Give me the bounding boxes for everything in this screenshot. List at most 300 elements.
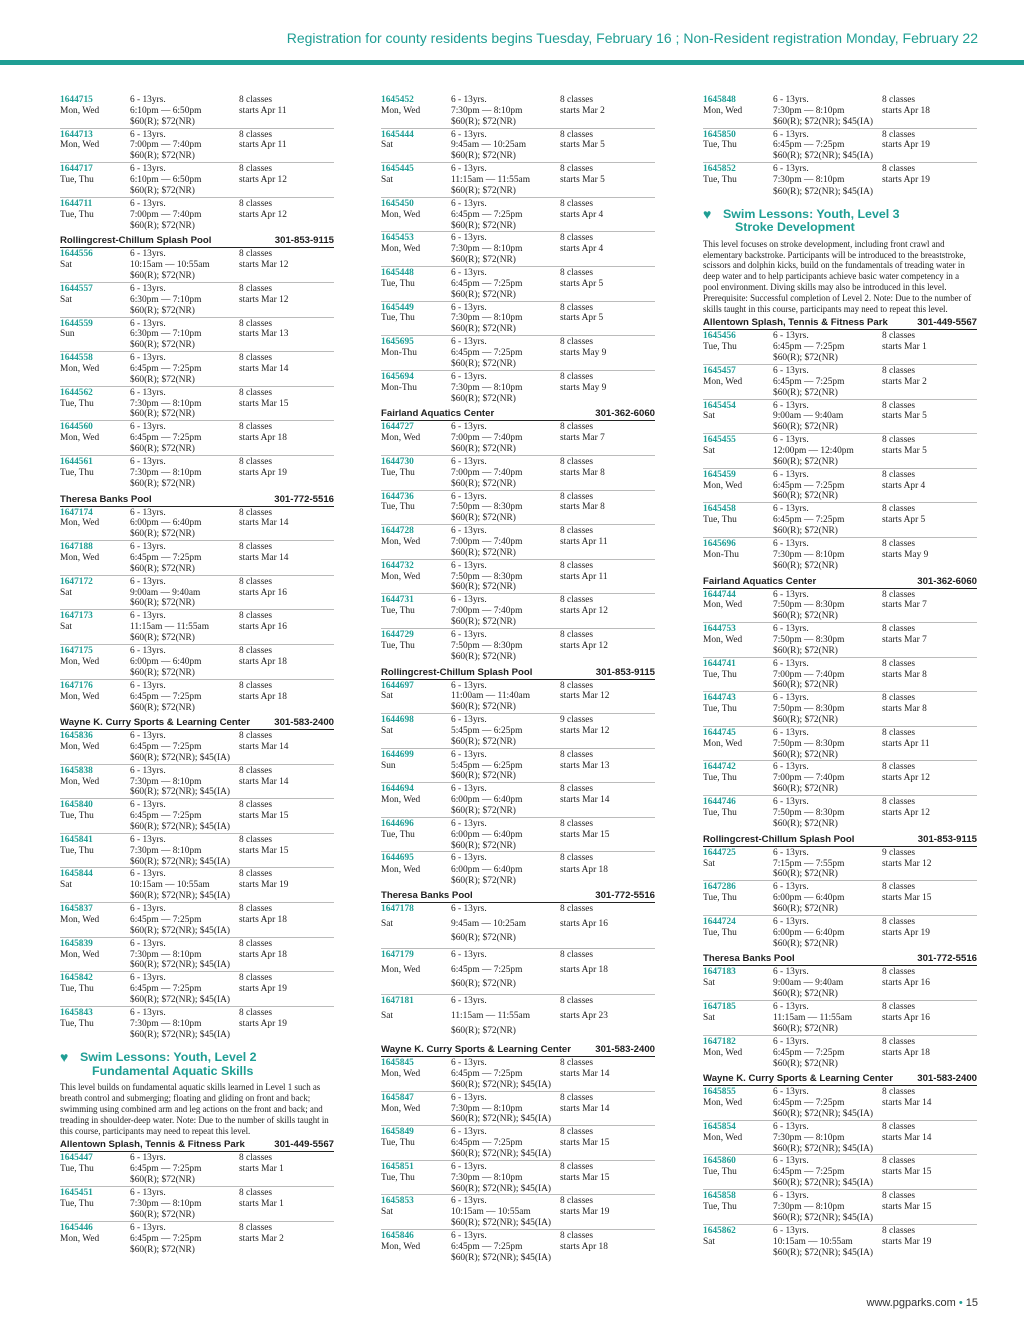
venue-name: Fairland Aquatics Center [703,575,817,587]
class-count: 8 classes [560,680,594,691]
start-date: starts Mar 19 [882,1236,932,1247]
class-time: 7:30pm — 8:10pm [773,1132,845,1143]
age-range: 6 - 13yrs. [451,595,487,606]
age-range: 6 - 13yrs. [130,800,166,811]
class-count: 8 classes [239,198,273,209]
age-range: 6 - 13yrs. [451,1058,487,1069]
start-date: starts Apr 5 [560,313,604,324]
meeting-days: Sat [60,294,72,305]
class-listing [381,903,655,949]
age-range: 6 - 13yrs. [451,95,487,105]
venue-heading [703,575,977,589]
start-date: starts Apr 16 [560,918,608,929]
spacer [703,784,773,795]
class-count: 8 classes [239,249,273,260]
course-number: 1645841 [60,834,93,845]
spacer [703,491,773,502]
class-count: 8 classes [560,950,594,961]
start-date: starts Mar 12 [882,858,932,869]
course-description: This level builds on fundamental aquatic skills learned in Level 1 such as breath control and submerging; floating and gliding on front and back; swimming using combined arm and leg actions on the front and back; and treading in shoulder-deep water. Note: Due to the number of skills taught in this course, participants may need to repeat this level. [60,1082,329,1136]
class-fee: $60(R); $72(NR) [130,305,195,316]
class-time: 10:15am — 10:55am [130,260,210,271]
class-time: 7:50pm — 8:30pm [773,738,845,749]
class-fee: $60(R); $72(NR) [130,563,195,574]
class-listing [703,503,977,538]
spacer [60,340,130,351]
class-listing [60,352,334,387]
start-date: starts Mar 14 [882,1132,932,1143]
venue-name: Allentown Splash, Tennis & Fitness Park [703,317,888,329]
class-fee: $60(R); $72(NR); $45(IA) [773,116,873,127]
start-date: starts Mar 2 [239,1233,284,1244]
spacer [703,117,773,128]
class-count: 8 classes [239,834,273,845]
venue-heading [60,493,334,507]
class-listing [381,336,655,371]
class-time: 7:30pm — 8:10pm [130,1198,202,1209]
spacer [381,771,451,782]
course-number: 1644741 [703,658,736,669]
class-count: 8 classes [882,762,916,773]
age-range: 6 - 13yrs. [130,765,166,776]
class-time: 6:00pm — 6:40pm [773,928,845,939]
course-title-line2: Stroke Development [735,220,855,235]
class-listing [60,1007,334,1042]
course-number: 1647176 [60,680,93,691]
meeting-days: Tue, Thu [60,468,94,479]
spacer [381,737,451,748]
course-number: 1645838 [60,765,93,776]
class-count: 8 classes [560,1092,594,1103]
class-listing [703,796,977,831]
age-range: 6 - 13yrs. [773,762,809,773]
age-range: 6 - 13yrs. [773,1191,809,1202]
class-listing [60,1152,334,1187]
class-time: 6:45pm — 7:25pm [773,480,845,491]
course-number: 1645457 [703,365,736,376]
meeting-days: Mon-Thu [703,550,739,561]
meeting-days: Tue, Thu [703,175,737,186]
class-time: 7:30pm — 8:10pm [773,1201,845,1212]
course-number: 1645695 [381,337,414,348]
start-date: starts Apr 18 [560,964,608,975]
class-fee: $60(R); $72(NR) [451,394,516,405]
class-fee: $60(R); $72(NR) [130,1175,195,1186]
class-time: 9:00am — 9:40am [773,411,844,422]
start-date: starts Mar 14 [239,776,289,787]
class-time: 7:30pm — 8:10pm [451,1172,523,1183]
course-number: 1647179 [381,950,414,961]
class-fee: $60(R); $72(NR) [451,289,516,300]
class-count: 8 classes [882,1225,916,1236]
course-number: 1645846 [381,1231,414,1242]
course-number: 1645854 [703,1121,736,1132]
class-fee: $60(R); $72(NR) [451,547,516,558]
venue-phone: 301-583-2400 [917,1073,977,1085]
age-range: 6 - 13yrs. [130,129,166,140]
age-range: 6 - 13yrs. [130,507,166,518]
class-time: 7:30pm — 8:10pm [130,468,202,479]
start-date: starts Apr 23 [560,1011,608,1022]
age-range: 6 - 13yrs. [773,1036,809,1047]
class-count: 8 classes [239,973,273,984]
class-fee: $60(R); $72(NR) [773,784,838,795]
class-listing [60,283,334,318]
age-range: 6 - 13yrs. [451,198,487,209]
start-date: starts Mar 19 [239,880,289,891]
meeting-days: Sat [381,725,393,736]
class-count: 8 classes [882,1121,916,1132]
meeting-days: Mon, Wed [381,244,421,255]
meeting-days: Sun [381,760,396,771]
age-range: 6 - 13yrs. [773,624,809,635]
class-time: 6:45pm — 7:25pm [773,515,845,526]
course-number: 1645445 [381,164,414,175]
spacer [60,564,130,575]
age-range: 6 - 13yrs. [130,645,166,656]
class-time: 7:50pm — 8:30pm [773,704,845,715]
class-listing [60,610,334,645]
class-listing [381,1092,655,1127]
course-number: 1644713 [60,129,93,140]
class-fee: $60(R); $72(NR) [130,374,195,385]
meeting-days: Sat [703,858,715,869]
start-date: starts Mar 7 [882,634,927,645]
spacer [60,117,130,128]
spacer [703,457,773,468]
age-range: 6 - 13yrs. [773,797,809,808]
start-date: starts Mar 8 [560,502,605,513]
course-number: 1645848 [703,95,736,105]
meeting-days: Mon, Wed [381,433,421,444]
spacer [60,1175,130,1186]
website-link[interactable]: www.pgparks.com [866,1297,956,1309]
class-count: 8 classes [560,95,594,105]
venue-phone: 301-853-9115 [595,666,655,678]
class-listing [703,727,977,762]
class-fee: $60(R); $72(NR) [130,479,195,490]
course-number: 1645855 [703,1087,736,1098]
start-date: starts Mar 8 [882,669,927,680]
spacer [381,933,451,948]
spacer [60,753,130,764]
class-count: 8 classes [239,283,273,294]
age-range: 6 - 13yrs. [451,853,487,864]
spacer [381,1080,451,1091]
class-listing [703,761,977,796]
class-count: 8 classes [560,164,594,175]
class-listing [381,1195,655,1230]
class-fee: $60(R); $72(NR) [451,444,516,455]
start-date: starts Mar 14 [239,741,289,752]
class-listing [703,658,977,693]
spacer [381,479,451,490]
meeting-days: Tue, Thu [703,704,737,715]
course-number: 1644743 [703,693,736,704]
header-rule [0,60,1024,65]
age-range: 6 - 13yrs. [451,129,487,140]
class-count: 8 classes [560,371,594,382]
age-range: 6 - 13yrs. [773,538,809,549]
class-fee: $60(R); $72(NR); $45(IA) [130,925,230,936]
meeting-days: Mon, Wed [60,656,100,667]
footer-separator: • [958,1297,963,1309]
course-number: 1644559 [60,318,93,329]
meeting-days: Sun [60,329,75,340]
class-listing [703,692,977,727]
class-fee: $60(R); $72(NR) [130,529,195,540]
course-number: 1647175 [60,645,93,656]
class-fee: $60(R); $72(NR) [451,736,516,747]
start-date: starts Mar 1 [882,342,927,353]
age-range: 6 - 13yrs. [130,1222,166,1233]
meeting-days: Tue, Thu [703,669,737,680]
spacer [703,1248,773,1259]
class-time: 11:15am — 11:55am [451,1011,530,1022]
spacer [381,702,451,713]
class-listing [60,387,334,422]
class-time: 6:45pm — 7:25pm [130,1164,202,1175]
start-date: starts Apr 19 [239,984,287,995]
class-count: 8 classes [882,1156,916,1167]
class-fee: $60(R); $72(NR) [773,1023,838,1034]
start-date: starts Mar 15 [560,829,610,840]
meeting-days: Mon, Wed [703,105,743,116]
course-number: 1645455 [703,435,736,446]
start-date: starts Apr 19 [239,468,287,479]
course-number: 1647174 [60,507,93,518]
venue-heading [703,952,977,966]
spacer [60,960,130,971]
class-time: 11:00am — 11:40am [451,691,530,702]
class-time: 6:45pm — 7:25pm [130,914,202,925]
class-count: 8 classes [560,784,594,795]
class-time: 7:30pm — 8:10pm [130,776,202,787]
class-listing [703,538,977,573]
class-listing [381,629,655,664]
start-date: starts Mar 13 [239,329,289,340]
spacer [381,444,451,455]
class-time: 6:45pm — 7:25pm [130,433,202,444]
class-fee: $60(R); $72(NR) [451,582,516,593]
start-date: starts Apr 16 [882,1012,930,1023]
course-number: 1644736 [381,491,414,502]
course-number: 1647183 [703,967,736,978]
class-count: 8 classes [560,129,594,140]
class-count: 8 classes [239,1007,273,1018]
start-date: starts Mar 12 [239,260,289,271]
class-count: 8 classes [239,129,273,140]
course-number: 1645844 [60,869,93,880]
start-date: starts Apr 4 [560,209,604,220]
class-time: 7:15pm — 7:55pm [773,858,845,869]
start-date: starts Apr 19 [239,1019,287,1030]
age-range: 6 - 13yrs. [773,1225,809,1236]
age-range: 6 - 13yrs. [773,504,809,515]
spacer [703,646,773,657]
start-date: starts Mar 15 [560,1138,610,1149]
class-time: 6:45pm — 7:25pm [451,278,523,289]
start-date: starts Mar 12 [239,294,289,305]
start-date: starts Apr 18 [239,656,287,667]
venue-phone: 301-449-5567 [274,1139,334,1151]
class-count: 8 classes [882,693,916,704]
spacer [703,1178,773,1189]
class-listing [381,1230,655,1265]
class-listing [381,749,655,784]
start-date: starts Apr 18 [239,914,287,925]
class-listing [60,868,334,903]
course-number: 1647181 [381,996,414,1007]
age-range: 6 - 13yrs. [451,491,487,502]
start-date: starts Apr 16 [239,622,287,633]
class-time: 6:45pm — 7:25pm [773,1098,845,1109]
class-count: 8 classes [882,1191,916,1202]
class-fee: $60(R); $72(NR) [130,221,195,232]
start-date: starts Apr 12 [560,641,608,652]
class-time: 6:00pm — 6:40pm [130,518,202,529]
class-time: 5:45pm — 6:25pm [451,725,523,736]
age-range: 6 - 13yrs. [451,1196,487,1207]
class-time: 6:45pm — 7:25pm [130,364,202,375]
meeting-days: Mon, Wed [381,209,421,220]
class-count: 8 classes [882,797,916,808]
meeting-days: Tue, Thu [60,1164,94,1175]
age-range: 6 - 13yrs. [451,302,487,313]
start-date: starts Mar 7 [560,433,605,444]
course-number: 1647182 [703,1036,736,1047]
spacer [60,529,130,540]
course-number: 1644556 [60,249,93,260]
class-time: 7:00pm — 7:40pm [130,209,202,220]
class-fee: $60(R); $72(NR) [773,491,838,502]
class-listing [381,198,655,233]
class-fee: $60(R); $72(NR) [451,324,516,335]
meeting-days: Mon, Wed [60,691,100,702]
meeting-days: Tue, Thu [60,984,94,995]
meeting-days: Tue, Thu [60,175,94,186]
class-listing [703,916,977,951]
start-date: starts Apr 16 [882,978,930,989]
course-number: 1645450 [381,198,414,209]
start-date: starts Mar 5 [560,140,605,151]
course-number: 1644744 [703,589,736,600]
course-number: 1645858 [703,1191,736,1202]
class-fee: $60(R); $72(NR); $45(IA) [451,1079,551,1090]
age-range: 6 - 13yrs. [130,164,166,175]
class-listing [381,456,655,491]
class-count: 9 classes [882,847,916,858]
age-range: 6 - 13yrs. [130,318,166,329]
venue-name: Rollingcrest-Chillum Splash Pool [703,833,855,845]
class-time: 6:45pm — 7:25pm [773,140,845,151]
class-count: 8 classes [560,853,594,864]
class-time: 7:50pm — 8:30pm [451,571,523,582]
class-fee: $60(R); $72(NR) [451,771,516,782]
meeting-days: Tue, Thu [703,515,737,526]
class-count: 8 classes [560,1161,594,1172]
class-time: 6:00pm — 6:40pm [130,656,202,667]
class-listing [60,645,334,680]
venue-heading [381,407,655,421]
spacer [703,819,773,830]
meeting-days: Mon, Wed [381,795,421,806]
meeting-days: Tue, Thu [381,502,415,513]
class-listing [60,94,334,129]
meeting-days: Sat [381,1011,393,1022]
start-date: starts Mar 12 [560,691,610,702]
course-number: 1647185 [703,1002,736,1013]
meeting-days: Tue, Thu [60,845,94,856]
start-date: starts Mar 2 [560,105,605,116]
meeting-days: Sat [60,587,72,598]
age-range: 6 - 13yrs. [451,996,487,1007]
class-time: 11:15am — 11:55am [773,1012,852,1023]
class-time: 6:00pm — 6:40pm [451,795,523,806]
spacer [381,617,451,628]
class-time: 7:50pm — 8:30pm [773,600,845,611]
class-count: 8 classes [882,164,916,175]
class-fee: $60(R); $72(NR); $45(IA) [130,856,230,867]
class-listing [381,852,655,887]
class-count: 8 classes [239,318,273,329]
class-listing [60,903,334,938]
start-date: starts Mar 15 [239,845,289,856]
venue-phone: 301-853-9115 [274,235,334,247]
spacer [60,479,130,490]
spacer [381,394,451,405]
age-range: 6 - 13yrs. [773,95,809,105]
class-listing [381,1057,655,1092]
meeting-days: Mon, Wed [703,1132,743,1143]
meeting-days: Sat [60,880,72,891]
class-listing [703,163,977,198]
course-title [703,205,977,235]
class-count: 8 classes [882,400,916,411]
class-count: 8 classes [239,164,273,175]
spacer [60,1030,130,1041]
class-listing [703,330,977,365]
class-time: 7:30pm — 8:10pm [773,105,845,116]
class-count: 8 classes [882,967,916,978]
spacer [60,409,130,420]
spacer [703,611,773,622]
meeting-days: Sat [703,978,715,989]
course-number: 1645860 [703,1156,736,1167]
meeting-days: Tue, Thu [703,1167,737,1178]
meeting-days: Mon, Wed [60,914,100,925]
class-count: 8 classes [882,469,916,480]
start-date: starts Apr 12 [882,773,930,784]
start-date: starts Apr 19 [882,175,930,186]
class-listing [60,318,334,353]
class-count: 8 classes [239,507,273,518]
spacer [703,353,773,364]
age-range: 6 - 13yrs. [130,542,166,553]
meeting-days: Tue, Thu [381,829,415,840]
class-listing [381,129,655,164]
class-time: 6:45pm — 7:25pm [773,1047,845,1058]
class-count: 8 classes [882,882,916,893]
age-range: 6 - 13yrs. [130,834,166,845]
spacer [60,822,130,833]
class-fee: $60(R); $72(NR); $45(IA) [130,960,230,971]
class-fee: $60(R); $72(NR) [773,456,838,467]
class-count: 8 classes [882,538,916,549]
age-range: 6 - 13yrs. [773,331,809,342]
start-date: starts Mar 14 [239,552,289,563]
course-number: 1644729 [381,629,414,640]
